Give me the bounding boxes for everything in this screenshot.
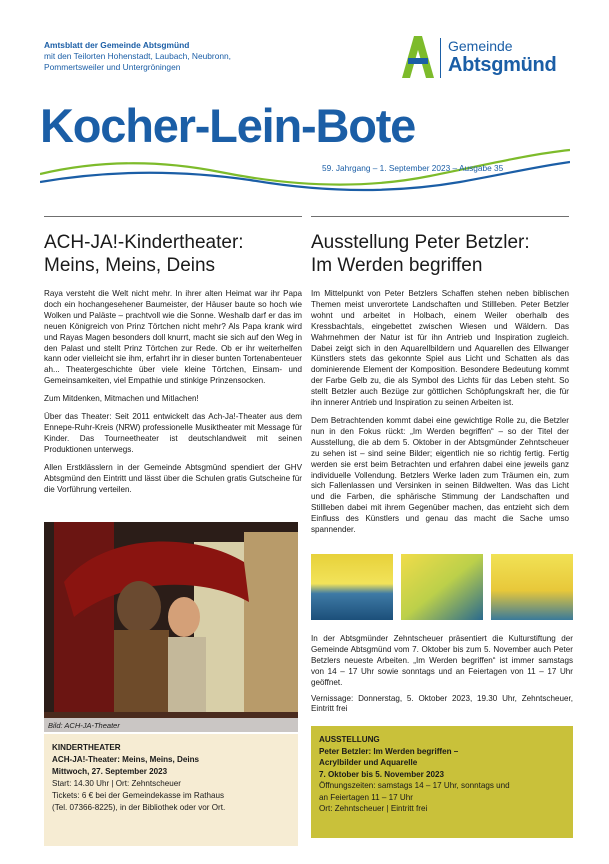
paragraph: Dem Betrachtenden kommt dabei eine gewichtige Rolle zu, die Betzler nun in den Fokus rückt: „Im Werden begriffen“ – so der Titel der Ausstellung, die ab dem 5. Oktober in der Abtsgmünder Zehntscheuer zu sehen ist – sind seine Bilder; eigentlich nie so richtig fertig. Fertig werden sie erst beim Betrachten und erfahren dabei eine jeweils ganz individuelle Vollendung. Betzlers Werke laden zum Träumen ein, zum sich Fallenlassen und Versinken in seinen Bildwelten. Was das Licht und die Farben, die sphärische Stimmung der Landschaften und Stillleben dabei mit ihrem Gegenüber machen, das entzieht sich dem Einfluss des Künstlers und genau das macht die Sache umso spannender.	[311, 415, 569, 535]
theater-scene-image	[44, 522, 298, 732]
column-rule	[311, 216, 569, 217]
infobox-line: Öffnungszeiten: samstags 14 – 17 Uhr, sonntags und	[319, 781, 510, 790]
infobox-line: ACH-JA!-Theater: Meins, Meins, Deins	[52, 755, 200, 764]
column-rule	[44, 216, 302, 217]
article-headline	[44, 231, 302, 277]
infobox-line: an Feiertagen 11 – 17 Uhr	[319, 792, 413, 802]
infobox-line: Acrylbilder und Aquarelle	[319, 758, 418, 767]
paragraph: Über das Theater: Seit 2011 entwickelt das Ach-Ja!-Theater aus dem Ennepe-Ruhr-Kreis (NRW) professionelle Musiktheater mit Message für Kinder. Das Tourneetheater ist deutschlandweit mit seinen Produktionen unterwegs.	[44, 412, 302, 454]
publication-line-2: mit den Teilorten Hohenstadt, Laubach, Neubronn,	[44, 51, 232, 61]
article-kindertheater	[44, 216, 302, 502]
publication-line-3: Pommertsweiler und Untergröningen	[44, 62, 181, 72]
logo-divider	[440, 38, 441, 78]
headline-line-1: ACH-JA!-Kindertheater:	[44, 232, 244, 253]
article-headline	[311, 231, 569, 277]
article-body	[44, 289, 302, 495]
paragraph: Zum Mitdenken, Mitmachen und Mitlachen!	[44, 394, 199, 404]
publication-line-1: Amtsblatt der Gemeinde Abtsgmünd	[44, 40, 190, 50]
infobox-title: AUSSTELLUNG	[319, 735, 380, 744]
publication-info	[44, 40, 334, 73]
logo-a-icon	[396, 32, 436, 80]
paragraph: Allen Erstklässlern in der Gemeinde Abtsgmünd spendiert der GHV Abtsgmünd den Eintritt und lässt über die Schulen gratis Gutscheine für die Vorführung verteilen.	[44, 462, 302, 494]
infobox-title: KINDERTHEATER	[52, 743, 121, 752]
municipality-logo	[396, 30, 571, 82]
logo-word-gemeinde: Gemeinde	[448, 38, 513, 54]
logo-word-abtsgmuend: Abtsgmünd	[448, 54, 557, 76]
headline-line-2: Meins, Meins, Deins	[44, 255, 216, 276]
headline-line-2: Im Werden begriffen	[311, 255, 483, 276]
infobox-line: (Tel. 07366-8225), in der Bibliothek oder vor Ort.	[52, 803, 226, 812]
theater-photo	[44, 522, 298, 732]
infobox-line: 7. Oktober bis 5. November 2023	[319, 769, 445, 779]
headline-line-1: Ausstellung Peter Betzler:	[311, 232, 530, 253]
infobox-line: Start: 14.30 Uhr | Ort: Zehntscheuer	[52, 779, 181, 788]
paintings-image	[311, 546, 573, 634]
paragraph: Im Mittelpunkt von Peter Betzlers Schaffen stehen neben biblischen Themen meist unverortete Landschaften und Stillleben. Peter Betzler wohnt und arbeitet in Holbach, einem Weiler oberhalb des Kressbachtals, eingebettet zwischen Wiesen und Wäldern. Das Wahrnehmen der Natur ist für ihn Antrieb und Inspiration zugleich. Dabei zeigt sich in den Aquarellbildern und Aquarellen des Ellwanger Künstlers stets das gekonnte Spiel aus Licht und Schatten als das dominierende Element der Komposition. Besondere Bedeutung kommt der Farbe Gelb zu, die als Symbol des Lichts für das Leben steht. So stellt Betzler auch Bezüge zur göttlichen Schöpfungskraft her, die für ihn innerer Antrieb und Inspiration zu seinen Arbeiten ist.	[311, 289, 569, 408]
infobox-line: Peter Betzler: Im Werden begriffen –	[319, 746, 459, 756]
photo-caption: Bild: ACH-JA-Theater	[44, 718, 298, 732]
infobox-line: Mittwoch, 27. September 2023	[52, 767, 168, 776]
masthead-title: Kocher-Lein-Bote	[40, 99, 416, 152]
infobox-line: Ort: Zehntscheuer | Eintritt frei	[319, 804, 428, 813]
edition-info: 59. Jahrgang – 1. September 2023 – Ausgabe 35	[322, 163, 504, 173]
infobox-line: Tickets: 6 € bei der Gemeindekasse im Rathaus	[52, 791, 224, 800]
exhibition-caption	[311, 634, 573, 720]
caption-paragraph: Vernissage: Donnerstag, 5. Oktober 2023, 19.30 Uhr, Zehntscheuer, Eintritt frei	[311, 693, 573, 714]
article-body	[311, 289, 569, 536]
paragraph: Raya versteht die Welt nicht mehr. In ihrer alten Heimat war ihr Papa doch ein hochangesehener Baumeister, der Häuser baute so hoch wie Wolken und Paläste – prachtvoll wie die Sonne. Weshalb darf er das im neuen Königreich von Prinz Törtchen nicht mehr? Als Papa krank wird und Rayas Magen besonders doll knurrt, macht sie sich auf den Weg in den Palast und stellt Prinz Törtchen zur Rede. Ob er ihr weiterhelfen kann oder vielleicht sie ihm, erfahrt ihr in dieser bunten Tortenabenteuer ah... Theatergeschichte über viele kleine Törtchen, Einsam- und Gemeinsamkeiten, viel Empathie und stinkige Prinzensocken.	[44, 289, 302, 386]
caption-paragraph: In der Abtsgmünder Zehntscheuer präsentiert die Kulturstiftung der Gemeinde Abtsgmünd vom 7. Oktober bis zum 5. November auch Peter Betzlers neueste Arbeiten. „Im Werden begriffen“ ist immer samstags von 14 – 17 Uhr sowie sonntags und an Feiertagen von 11 – 17 Uhr geöffnet.	[311, 634, 573, 687]
article-ausstellung	[311, 216, 569, 543]
three-paintings	[311, 546, 573, 626]
event-infobox-kindertheater	[44, 734, 298, 846]
event-infobox-ausstellung	[311, 726, 573, 838]
